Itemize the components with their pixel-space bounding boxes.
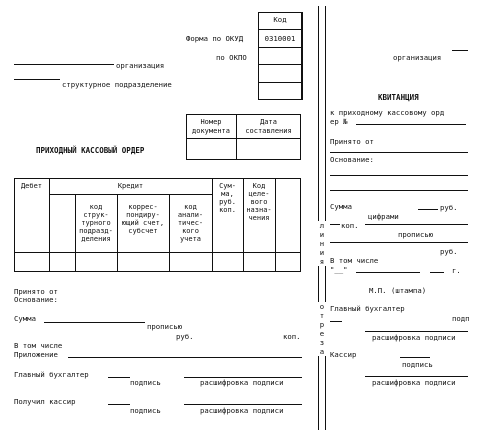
receipt-month-line: [356, 272, 420, 273]
receipt-received-from: Принято от: [330, 137, 374, 146]
okpo-label: по ОКПО: [216, 53, 247, 62]
receipt-date-quote: "__": [330, 265, 348, 274]
receipt-basis-line: [330, 175, 468, 176]
chief-accountant-signature-label: подпись: [130, 378, 161, 387]
codes-header: Код: [273, 15, 287, 24]
receipt-cashier-decoding-label: расшифровка подписи: [372, 378, 456, 387]
receipt-digits-label: цифрами: [368, 212, 399, 221]
receipt-words-line-2: [330, 242, 468, 243]
cashier-decoding-line: [184, 404, 302, 405]
subdivision-line: [14, 79, 60, 80]
okud-value: 0310001: [264, 34, 296, 43]
basis-label: Основание:: [14, 295, 58, 304]
receipt-title: КВИТАНЦИЯ: [378, 93, 419, 102]
attachment-line: [68, 357, 302, 358]
including-label: В том числе: [14, 341, 63, 350]
sum-in-words-label: прописью: [147, 322, 183, 331]
receipt-rub2-label: руб.: [440, 247, 458, 256]
receipt-chief-accountant: Главный бухгалтер: [330, 304, 405, 313]
receipt-org-line: [452, 50, 468, 51]
receipt-chief-decoding-line: [365, 331, 468, 332]
debit-header: Дебет: [20, 182, 43, 190]
attachment-label: Приложение: [14, 350, 58, 359]
chief-accountant-signature-line: [108, 377, 130, 378]
receipt-cashier-label: Кассир: [330, 350, 357, 359]
receipt-sum-words-line: [365, 224, 468, 225]
receipt-year-label: г.: [452, 266, 461, 275]
cashier-received-label: Получил кассир: [14, 397, 76, 406]
receipt-order-no: ер №: [330, 117, 348, 126]
sum-label: Сумма: [14, 314, 36, 323]
receipt-in-words-label: прописью: [398, 230, 434, 239]
doc-number-header-2: документа: [192, 127, 230, 135]
receipt-basis: Основание:: [330, 155, 374, 164]
receipt-to-order: к приходному кассовому орд: [330, 108, 445, 117]
subdivision-label: структурное подразделение: [62, 80, 172, 89]
receipt-including-label: В том числе: [330, 256, 379, 265]
credit-header: Кредит: [117, 182, 144, 190]
receipt-basis-line-2: [330, 190, 468, 191]
cashier-signature-line: [108, 404, 130, 405]
okud-label: Форма по ОКУД: [186, 34, 244, 43]
receipt-kop-line: [330, 224, 340, 225]
doc-date-header-1: Дата: [260, 118, 277, 126]
doc-date-header-2: составления: [245, 127, 292, 135]
doc-number-header-1: Номер: [200, 118, 222, 126]
rub-label: руб.: [176, 332, 194, 341]
receipt-chief-decoding-label: расшифровка подписи: [372, 333, 456, 342]
receipt-kop-label: коп.: [341, 221, 359, 230]
receipt-cashier-signature-line: [400, 357, 430, 358]
sum-line: [44, 322, 145, 323]
receipt-chief-signature-line: [330, 321, 342, 322]
receipt-order-no-line: [356, 124, 466, 125]
receipt-sum-label: Сумма: [330, 202, 352, 211]
receipt-rub-label: руб.: [440, 203, 458, 212]
receipt-cashier-decoding-line: [365, 376, 468, 377]
receipt-org-label: организация: [393, 53, 442, 62]
codes-table: [258, 12, 302, 100]
kop-label: коп.: [283, 332, 301, 341]
receipt-year-line: [430, 272, 444, 273]
receipt-received-line: [330, 152, 468, 153]
tear-line-right: [325, 6, 326, 430]
receipt-stamp-label: М.П. (штампа): [369, 286, 427, 295]
organization-line: [14, 64, 114, 65]
order-title: ПРИХОДНЫЙ КАССОВЫЙ ОРДЕР: [36, 146, 145, 155]
chief-accountant-label: Главный бухгалтер: [14, 370, 89, 379]
receipt-chief-signature-label: подп: [452, 314, 470, 323]
receipt-cashier-signature-label: подпись: [402, 360, 433, 369]
receipt-sum-rub-line: [418, 209, 438, 210]
cashier-decoding-label: расшифровка подписи: [200, 406, 284, 415]
organization-label: организация: [116, 61, 165, 70]
received-from-label: Принято от: [14, 287, 58, 296]
tear-line-left: [318, 6, 319, 430]
cashier-signature-label: подпись: [130, 406, 161, 415]
chief-accountant-decoding-label: расшифровка подписи: [200, 378, 284, 387]
